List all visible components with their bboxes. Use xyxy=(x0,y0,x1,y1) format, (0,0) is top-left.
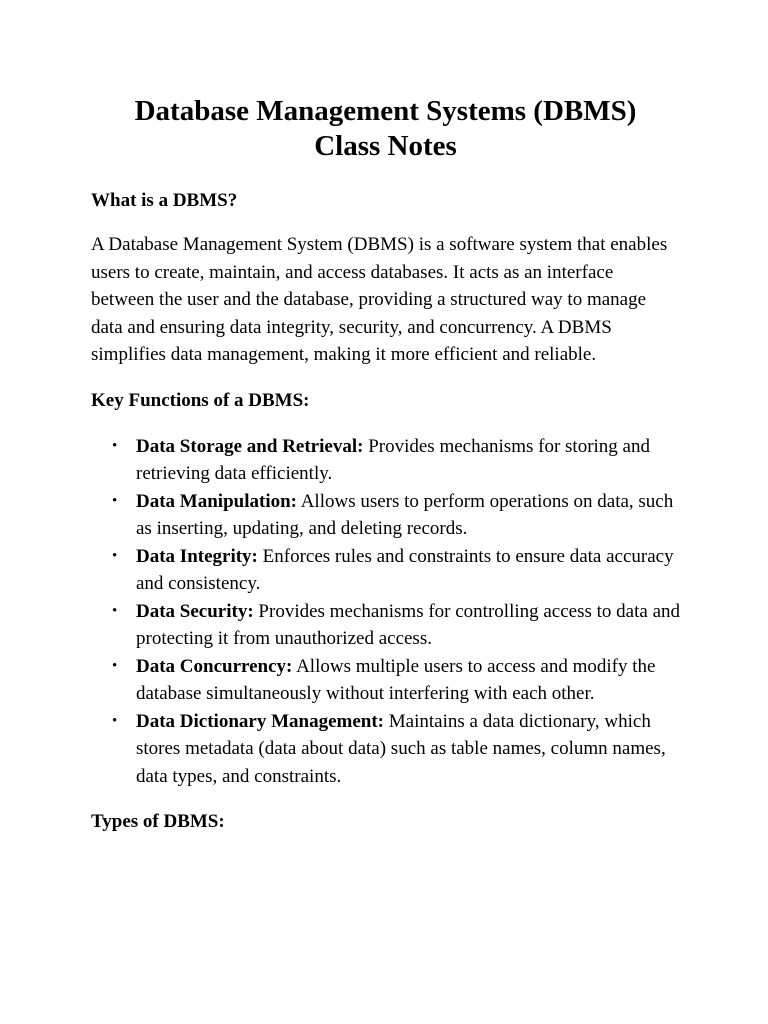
what-is-dbms-paragraph: A Database Management System (DBMS) is a software system that enables users to create, maintain, and access databases. It acts as an interface between the user and the database, providing a structured way to manage data and ensuring data integrity, security, and concurrency. A DBMS simplifies data management, making it more efficient and reliable. xyxy=(91,234,668,365)
function-term: Data Security: xyxy=(136,600,254,622)
bullet-icon: • xyxy=(112,547,118,564)
function-term: Data Dictionary Management: xyxy=(136,710,385,732)
list-item xyxy=(112,708,680,791)
title-line-1: Database Management Systems (DBMS) xyxy=(134,95,637,127)
bullet-icon: • xyxy=(112,602,118,619)
function-description: Allows users to perform operations on data, such as inserting, updating, and deleting records. xyxy=(136,490,674,539)
bullet-icon: • xyxy=(112,437,118,454)
function-description: Maintains a data dictionary, which stores metadata (data about data) such as table names, column names, data types, and constraints. xyxy=(136,710,666,787)
function-term: Data Manipulation: xyxy=(136,490,297,512)
bullet-icon: • xyxy=(112,712,118,729)
function-description: Allows multiple users to access and modify the database simultaneously without interfering with each other. xyxy=(136,655,656,704)
title-line-2: Class Notes xyxy=(314,130,457,162)
key-functions-heading: Key Functions of a DBMS: xyxy=(91,389,310,411)
list-item xyxy=(112,488,680,543)
list-item xyxy=(112,433,680,488)
function-description: Provides mechanisms for controlling access to data and protecting it from unauthorized access. xyxy=(136,600,681,649)
function-description: Provides mechanisms for storing and retrieving data efficiently. xyxy=(136,435,650,484)
what-is-dbms-heading: What is a DBMS? xyxy=(91,190,238,211)
list-item xyxy=(112,653,680,708)
list-item xyxy=(112,543,680,598)
bullet-icon: • xyxy=(112,492,118,509)
function-term: Data Integrity: xyxy=(136,545,258,567)
bullet-icon: • xyxy=(112,657,118,674)
function-term: Data Storage and Retrieval: xyxy=(136,435,364,457)
function-term: Data Concurrency: xyxy=(136,655,293,677)
function-description: Enforces rules and constraints to ensure data accuracy and consistency. xyxy=(136,545,674,594)
types-of-dbms-heading: Types of DBMS: xyxy=(91,811,225,832)
list-item xyxy=(112,598,681,653)
page-title xyxy=(91,0,680,164)
key-functions-list xyxy=(91,433,680,791)
